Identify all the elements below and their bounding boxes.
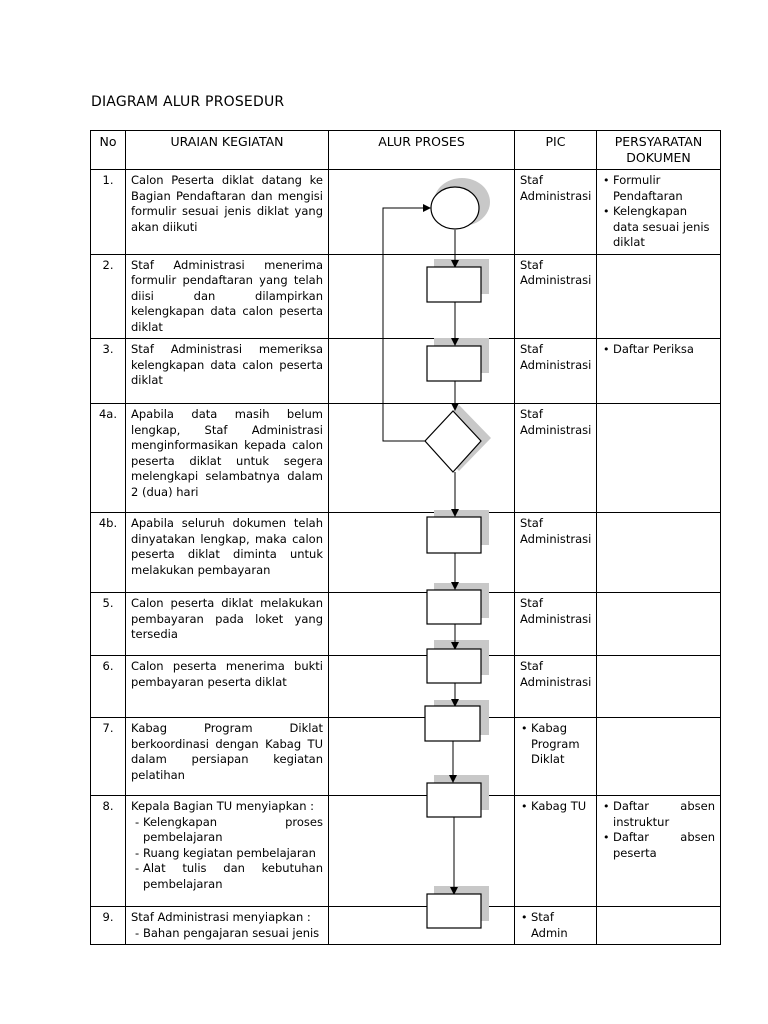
row-docs <box>597 907 721 945</box>
flow-cell <box>329 404 515 513</box>
header-alur: ALUR PROSES <box>329 131 515 170</box>
row-no: 8. <box>91 796 126 907</box>
row-desc: Staf Administrasi memeriksa kelengkapan data calon peserta diklat <box>126 339 329 404</box>
table-row <box>91 796 721 907</box>
row-docs <box>597 339 721 404</box>
row-pic: Staf Administrasi <box>515 656 597 718</box>
procedure-table <box>90 130 721 945</box>
flow-cell <box>329 718 515 796</box>
flow-cell <box>329 170 515 255</box>
row-no: 4b. <box>91 513 126 593</box>
row-pic: Staf Administrasi <box>515 254 597 339</box>
desc-intro: Staf Administrasi menyiapkan : <box>131 910 311 924</box>
table-row <box>91 339 721 404</box>
row-pic: Staf Administrasi <box>515 593 597 656</box>
header-pic: PIC <box>515 131 597 170</box>
flow-cell <box>329 656 515 718</box>
desc-item: - Ruang kegiatan pembelajaran <box>143 846 323 862</box>
table-row <box>91 170 721 255</box>
row-docs <box>597 254 721 339</box>
row-no: 4a. <box>91 404 126 513</box>
table-row <box>91 656 721 718</box>
row-no: 5. <box>91 593 126 656</box>
doc-item: • Daftar absen instruktur <box>613 799 715 830</box>
row-desc: Calon peserta diklat melakukan pembayaran pada loket yang tersedia <box>126 593 329 656</box>
pic-item: • Staf Admin <box>531 910 591 941</box>
table-row <box>91 718 721 796</box>
row-docs <box>597 404 721 513</box>
row-desc <box>126 907 329 945</box>
header-uraian: URAIAN KEGIATAN <box>126 131 329 170</box>
desc-item: - Kelengkapan proses pembelajaran <box>143 815 323 846</box>
row-no: 9. <box>91 907 126 945</box>
row-desc <box>126 796 329 907</box>
row-no: 3. <box>91 339 126 404</box>
header-no: No <box>91 131 126 170</box>
row-pic: Staf Administrasi <box>515 513 597 593</box>
row-docs <box>597 718 721 796</box>
row-docs <box>597 656 721 718</box>
doc-item: • Daftar Periksa <box>613 342 715 358</box>
row-docs <box>597 796 721 907</box>
pic-item: • Kabag TU <box>531 799 591 815</box>
desc-intro: Kepala Bagian TU menyiapkan : <box>131 799 315 813</box>
header-row <box>91 131 721 170</box>
doc-item: • Formulir Pendaftaran <box>613 173 715 204</box>
row-pic: Staf Administrasi <box>515 404 597 513</box>
doc-item: • Daftar absen peserta <box>613 830 715 861</box>
flow-cell <box>329 593 515 656</box>
doc-item: • Kelengkapan data sesuai jenis diklat <box>613 204 715 251</box>
row-desc: Apabila seluruh dokumen telah dinyatakan lengkap, maka calon peserta diklat diminta untuk melakukan pembayaran <box>126 513 329 593</box>
row-docs <box>597 170 721 255</box>
page-title: DIAGRAM ALUR PROSEDUR <box>91 94 285 110</box>
row-pic <box>515 796 597 907</box>
row-no: 1. <box>91 170 126 255</box>
table-row <box>91 513 721 593</box>
row-desc: Calon Peserta diklat datang ke Bagian Pendaftaran dan mengisi formulir sesuai jenis diklat yang akan diikuti <box>126 170 329 255</box>
pic-item: • Kabag Program Diklat <box>531 721 591 768</box>
table-row <box>91 593 721 656</box>
row-desc: Apabila data masih belum lengkap, Staf Administrasi menginformasikan kepada calon peserta diklat untuk segera melengkapi selambatnya dalam 2 (dua) hari <box>126 404 329 513</box>
flow-cell <box>329 796 515 907</box>
table-row <box>91 254 721 339</box>
header-persyaratan: PERSYARATAN DOKUMEN <box>597 131 721 170</box>
flow-cell <box>329 254 515 339</box>
flow-cell <box>329 339 515 404</box>
row-pic <box>515 718 597 796</box>
flow-cell <box>329 907 515 945</box>
flow-cell <box>329 513 515 593</box>
row-pic: Staf Administrasi <box>515 339 597 404</box>
desc-item: - Bahan pengajaran sesuai jenis <box>143 926 323 942</box>
row-docs <box>597 593 721 656</box>
row-no: 7. <box>91 718 126 796</box>
row-desc: Calon peserta menerima bukti pembayaran peserta diklat <box>126 656 329 718</box>
table-row <box>91 907 721 945</box>
row-desc: Staf Administrasi menerima formulir pendaftaran yang telah diisi dan dilampirkan kelengkapan data calon peserta diklat <box>126 254 329 339</box>
row-desc: Kabag Program Diklat berkoordinasi dengan Kabag TU dalam persiapan kegiatan pelatihan <box>126 718 329 796</box>
row-no: 6. <box>91 656 126 718</box>
table-row <box>91 404 721 513</box>
row-docs <box>597 513 721 593</box>
row-no: 2. <box>91 254 126 339</box>
row-pic: Staf Administrasi <box>515 170 597 255</box>
desc-item: - Alat tulis dan kebutuhan pembelajaran <box>143 861 323 892</box>
row-pic <box>515 907 597 945</box>
